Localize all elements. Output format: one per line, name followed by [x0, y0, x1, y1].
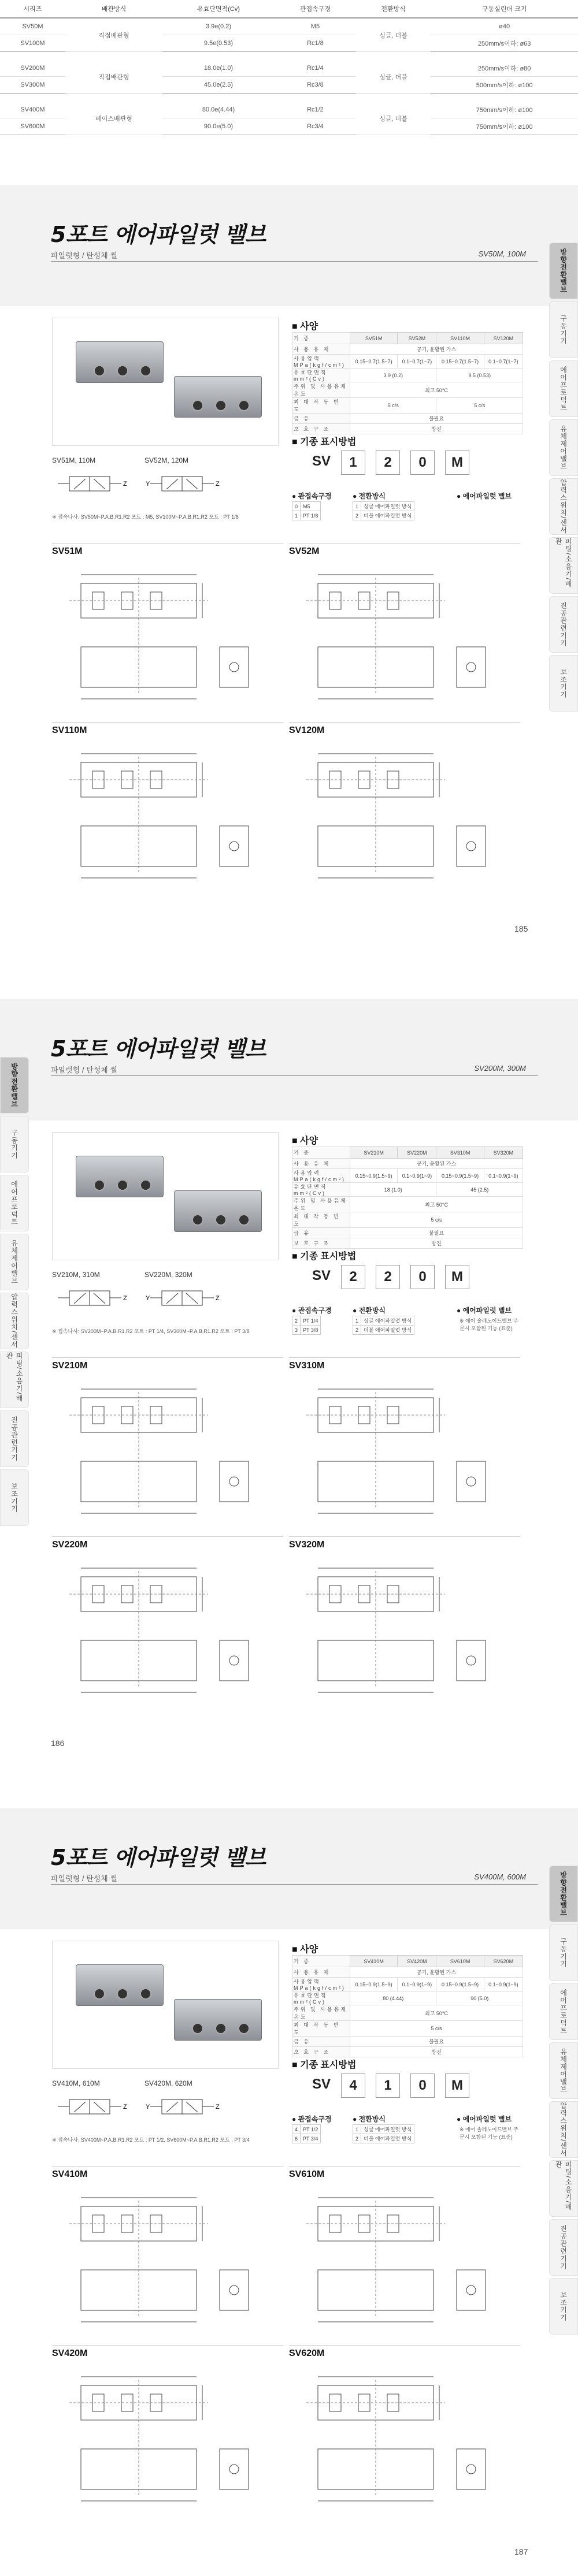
page-subtitle: 파일럿형 / 탄성체 씰: [51, 1874, 117, 1883]
cell: 싱글, 더블: [356, 60, 431, 94]
code-heading: ■ 기종 표시방법: [292, 1252, 357, 1261]
code-digit-box: M: [445, 2074, 469, 2098]
port-hole-image: [238, 400, 250, 411]
catalog-page-2: [0, 999, 578, 1767]
spec-cell: 3.9 (0.2): [350, 368, 436, 382]
switch-desc: 더블 에어파일럿 방식: [361, 2134, 414, 2143]
spec-row-label: 기 종: [292, 1147, 350, 1159]
drawing-model-label: SV610M: [289, 2169, 325, 2179]
valve-body-image: [174, 1999, 262, 2041]
catalog-page-3: [0, 1808, 578, 2576]
conn-heading: ● 관접속구경: [292, 492, 332, 500]
spec-row-label: 사용압력MPa(kgf/cm²): [292, 1978, 350, 1991]
spec-cell: 0.1~0.7(1~7): [398, 355, 436, 368]
cell: SV100M: [0, 35, 65, 52]
port-hole-image: [117, 1179, 128, 1191]
port-hole-image: [94, 365, 105, 377]
cell: 9.5e(0.53): [162, 35, 275, 52]
port-hole-image: [238, 2023, 250, 2034]
code-digit-box: 4: [341, 2074, 365, 2098]
side-tab-3[interactable]: 유체제어밸브: [549, 419, 578, 476]
conn-heading: ● 관접속구경: [292, 2115, 332, 2123]
cell: 750mm/s이하: ø100: [431, 118, 578, 135]
pilot-heading: ● 에어파일럿 밸브: [457, 1306, 512, 1315]
side-tab-2[interactable]: 에어프로덕트: [0, 1175, 29, 1231]
side-tab-2[interactable]: 에어프로덕트: [549, 360, 578, 417]
cell: Rc1/8: [275, 35, 356, 52]
dimension-drawing: [295, 739, 514, 889]
port-hole-image: [94, 1988, 105, 2000]
spec-row-label: 사용압력MPa(kgf/cm²): [292, 355, 350, 368]
port-hole-image: [140, 1179, 151, 1191]
cell: 250mm/s이하: ø63: [431, 35, 578, 52]
spec-row-label: 유효단면적 mm²(Cv): [292, 1183, 350, 1197]
spec-cell: 방진: [350, 1238, 523, 1249]
symbol-label: SV420M, 620M: [144, 2079, 192, 2087]
valve-symbol-diagram: [144, 471, 225, 505]
switch-code: 1: [353, 1316, 361, 1326]
spec-cell: 0.15~0.9(1.5~9): [436, 1169, 484, 1183]
code-digit-box: 0: [410, 451, 435, 475]
cell: SV200M: [0, 60, 65, 77]
valve-symbol-diagram: [52, 1285, 133, 1320]
spec-cell: SV220M: [398, 1147, 436, 1159]
spec-cell: SV410M: [350, 1956, 398, 1967]
cell: 250mm/s이하: ø80: [431, 60, 578, 77]
dimension-drawing: [295, 2183, 514, 2333]
symbol-label: SV210M, 310M: [52, 1271, 100, 1279]
symbol-label: SV52M, 120M: [144, 456, 189, 464]
code-digit-box: 2: [341, 1265, 365, 1289]
spec-row-label: 기 종: [292, 1956, 350, 1967]
page-subtitle: 파일럿형 / 탄성체 씰: [51, 251, 117, 260]
page-title: 5포트 에어파일럿 밸브: [51, 222, 266, 247]
pilot-note: ※ 에어 솔레노이드밸브 주문시 포함된 기능 (표준): [460, 1318, 518, 1331]
code-prefix: SV: [312, 1268, 331, 1283]
spec-row-label: 주위 및 사용유체온도: [292, 1197, 350, 1212]
spec-cell: 최고 50°C: [350, 1197, 523, 1212]
svg-text:Z: Z: [216, 1295, 220, 1302]
spec-row-label: 보 호 구 조: [292, 2047, 350, 2057]
drawing-model-label: SV620M: [289, 2348, 325, 2358]
side-tab-6[interactable]: 진공관련기기: [549, 596, 578, 653]
conn-options-table: [292, 2124, 321, 2143]
code-digit-box: 2: [376, 451, 400, 475]
spec-cell: SV320M: [484, 1147, 523, 1159]
conn-code: 4: [292, 2125, 301, 2134]
side-tab-7[interactable]: 보조기기: [549, 655, 578, 712]
side-tab-5[interactable]: 피팅/소음기/배관: [0, 1352, 29, 1408]
code-digit-box: 0: [410, 1265, 435, 1289]
spec-cell: 5 c/s: [350, 398, 436, 414]
spec-cell: 5 c/s: [350, 2021, 523, 2037]
cell: 18.0e(1.0): [162, 60, 275, 77]
connection-note: ※ 접속나사: SV200M~P.A.B.R1.R2 포트 : PT 1/4, SV300M~P.A.B.R1.R2 포트 : PT 3/8: [52, 1328, 250, 1334]
spec-cell: 공기, 윤활된 가스: [350, 1159, 523, 1169]
side-tab-7[interactable]: 보조기기: [549, 2278, 578, 2335]
cell: SV400M: [0, 102, 65, 118]
page-number: 187: [514, 2547, 528, 2556]
col-conn: 관접속구경: [275, 0, 356, 18]
side-tab-4[interactable]: 압력스위치/센서: [549, 478, 578, 535]
conn-size: PT 1/2: [301, 2125, 321, 2134]
code-prefix: SV: [312, 2076, 331, 2092]
spec-cell: 5 c/s: [436, 398, 523, 414]
pilot-note: ※ 에어 솔레노이드밸브 주문시 포함된 기능 (표준): [460, 2127, 518, 2140]
catalog-page-1: [0, 185, 578, 953]
cell: 3.9e(0.2): [162, 18, 275, 35]
valve-body-image: [76, 341, 164, 383]
svg-text:Z: Z: [216, 2104, 220, 2110]
side-tab-0[interactable]: 방향전환밸브: [0, 1057, 29, 1114]
conn-code: 0: [292, 502, 301, 511]
model-tag: SV50M, 100M: [478, 250, 526, 258]
switch-code: 1: [353, 502, 361, 511]
connection-note: ※ 접속나사: SV50M~P.A.B.R1.R2 포트 : M5, SV100M~P.A.B.R1.R2 포트 : PT 1/8: [52, 514, 239, 520]
cell: Rc1/4: [275, 60, 356, 77]
port-hole-image: [215, 2023, 227, 2034]
side-tab-nav: [549, 1866, 578, 2337]
svg-text:Y: Y: [146, 1295, 150, 1302]
svg-text:Z: Z: [123, 481, 127, 487]
code-prefix: SV: [312, 453, 331, 469]
conn-code: 3: [292, 1326, 301, 1335]
spec-cell: 불필요: [350, 1228, 523, 1238]
valve-body-image: [76, 1156, 164, 1197]
spec-cell: 0.1~0.9(1~9): [398, 1978, 436, 1991]
port-hole-image: [94, 1179, 105, 1191]
cell: SV300M: [0, 77, 65, 94]
spec-cell: 9.5 (0.53): [436, 368, 523, 382]
col-series: 시리즈: [0, 0, 65, 18]
spec-row-label: 급 유: [292, 414, 350, 424]
spec-cell: 0.1~0.9(1~9): [484, 1978, 523, 1991]
col-port: 배관방식: [65, 0, 162, 18]
conn-code: 2: [292, 1316, 301, 1326]
spec-cell: 공기, 윤활된 가스: [350, 1967, 523, 1978]
conn-options-table: [292, 1316, 321, 1335]
code-digit-box: 2: [376, 1265, 400, 1289]
valve-symbol-diagram: [52, 2094, 133, 2128]
cell: 80.0e(4.44): [162, 102, 275, 118]
svg-text:Y: Y: [146, 2104, 150, 2110]
valve-symbol-diagram: [144, 1285, 225, 1320]
dimension-drawing: [295, 1375, 514, 1525]
side-tab-1[interactable]: 구동기기: [549, 301, 578, 358]
side-tab-0[interactable]: 방향전환밸브: [549, 243, 578, 299]
dimension-drawing: [295, 2362, 514, 2512]
spec-cell: 5 c/s: [350, 1212, 523, 1228]
spec-row-label: 사 용 유 체: [292, 1159, 350, 1169]
product-photo: [52, 1132, 279, 1260]
spec-row-label: 최 대 작 동 빈 도: [292, 398, 350, 414]
spec-cell: SV620M: [484, 1956, 523, 1967]
side-tab-5[interactable]: 피팅/소음기/배관: [549, 537, 578, 594]
dimension-drawing: [58, 2183, 277, 2333]
spec-row-label: 주위 및 사용유체온도: [292, 382, 350, 398]
port-hole-image: [140, 1988, 151, 2000]
spec-cell: 0.1~0.9(1~9): [484, 1169, 523, 1183]
spec-cell: 0.1~0.9(1~9): [398, 1169, 436, 1183]
spec-row-label: 사 용 유 체: [292, 1967, 350, 1978]
connection-note: ※ 접속나사: SV400M~P.A.B.R1.R2 포트 : PT 1/2, SV600M~P.A.B.R1.R2 포트 : PT 3/4: [52, 2137, 250, 2143]
valve-symbol-diagram: [52, 471, 133, 505]
pilot-heading: ● 에어파일럿 밸브: [457, 2115, 512, 2123]
valve-body-image: [76, 1964, 164, 2006]
code-heading: ■ 기종 표시방법: [292, 2060, 357, 2070]
spec-row-label: 기 종: [292, 333, 350, 344]
switch-heading: ● 전환방식: [353, 492, 386, 500]
cell: 45.0e(2.5): [162, 77, 275, 94]
code-digit-box: M: [445, 1265, 469, 1289]
port-hole-image: [192, 1214, 203, 1226]
spec-cell: SV110M: [436, 333, 484, 344]
cell: 싱글, 더블: [356, 102, 431, 135]
spec-cell: 0.1~0.7(1~7): [484, 355, 523, 368]
port-hole-image: [117, 1988, 128, 2000]
drawing-model-label: SV410M: [52, 2169, 88, 2179]
spec-cell: SV310M: [436, 1147, 484, 1159]
switch-desc: 더블 에어파일럿 방식: [361, 511, 414, 520]
spec-row-label: 사용압력MPa(kgf/cm²): [292, 1169, 350, 1183]
cell: SV600M: [0, 118, 65, 135]
side-tab-4[interactable]: 압력스위치/센서: [549, 2101, 578, 2158]
spec-row-label: 급 유: [292, 1228, 350, 1238]
spec-cell: 방진: [350, 2047, 523, 2057]
cell: Rc3/8: [275, 77, 356, 94]
drawing-model-label: SV52M: [289, 546, 320, 556]
cell: 90.0e(5.0): [162, 118, 275, 135]
drawing-model-label: SV210M: [52, 1361, 88, 1371]
drawing-model-label: SV220M: [52, 1540, 88, 1550]
cell: ø40: [431, 18, 578, 35]
conn-code: 6: [292, 2134, 301, 2143]
series-summary-table: [0, 0, 578, 135]
spec-cell: 0.15~0.7(1.5~7): [350, 355, 398, 368]
drawing-model-label: SV120M: [289, 725, 325, 735]
spec-row-label: 보 호 구 조: [292, 1238, 350, 1249]
port-hole-image: [140, 365, 151, 377]
spec-cell: 방진: [350, 424, 523, 434]
dimension-drawing: [295, 1554, 514, 1704]
drawing-model-label: SV310M: [289, 1361, 325, 1371]
dimension-drawing: [58, 739, 277, 889]
spec-row-label: 보 호 구 조: [292, 424, 350, 434]
side-tab-nav: [0, 1057, 29, 1528]
spec-cell: 0.15~0.9(1.5~9): [436, 1978, 484, 1991]
spec-row-label: 사 용 유 체: [292, 344, 350, 355]
switch-options-table: [353, 1316, 414, 1335]
side-tab-2[interactable]: 에어프로덕트: [549, 1983, 578, 2040]
cell: 직접배관형: [65, 60, 162, 94]
spec-cell: 최고 50°C: [350, 2005, 523, 2021]
dimension-drawing: [58, 560, 277, 710]
spec-cell: SV51M: [350, 333, 398, 344]
dimension-drawing: [58, 2362, 277, 2512]
port-hole-image: [215, 400, 227, 411]
spec-row-label: 유효단면적 mm²(Cv): [292, 1991, 350, 2005]
code-digit-box: 1: [376, 2074, 400, 2098]
spec-cell: 45 (2.5): [436, 1183, 523, 1197]
spec-table: [292, 332, 523, 434]
switch-code: 2: [353, 511, 361, 520]
switch-options-table: [353, 2124, 414, 2143]
spec-cell: 공기, 윤활된 가스: [350, 344, 523, 355]
cell: 750mm/s이하: ø100: [431, 102, 578, 118]
spec-row-label: 급 유: [292, 2037, 350, 2047]
dimension-drawing: [58, 1554, 277, 1704]
switch-code: 1: [353, 2125, 361, 2134]
cell: Rc3/4: [275, 118, 356, 135]
port-hole-image: [238, 1214, 250, 1226]
valve-symbol-diagram: [144, 2094, 225, 2128]
spec-cell: 불필요: [350, 414, 523, 424]
code-heading: ■ 기종 표시방법: [292, 437, 357, 447]
port-hole-image: [192, 2023, 203, 2034]
side-tab-6[interactable]: 진공관련기기: [0, 1410, 29, 1467]
conn-size: PT 3/4: [301, 2134, 321, 2143]
product-photo: [52, 1941, 279, 2069]
switch-desc: 싱글 에어파일럿 방식: [361, 1316, 414, 1326]
model-tag: SV200M, 300M: [474, 1064, 526, 1073]
side-tab-3[interactable]: 유체제어밸브: [0, 1234, 29, 1290]
valve-body-image: [174, 1190, 262, 1232]
drawing-model-label: SV320M: [289, 1540, 325, 1550]
spec-cell: 80 (4.44): [350, 1991, 436, 2005]
cell: 베이스배관형: [65, 102, 162, 135]
switch-code: 2: [353, 1326, 361, 1335]
title-divider: [51, 261, 538, 262]
page-subtitle: 파일럿형 / 탄성체 씰: [51, 1066, 117, 1074]
page-title: 5포트 에어파일럿 밸브: [51, 1845, 266, 1870]
svg-text:Y: Y: [146, 481, 150, 487]
symbol-label: SV410M, 610M: [52, 2079, 100, 2087]
spec-heading: ■ 사양: [292, 1945, 318, 1955]
conn-size: PT 1/8: [301, 511, 321, 520]
svg-text:Z: Z: [216, 481, 220, 487]
drawing-model-label: SV110M: [52, 725, 87, 735]
valve-body-image: [174, 376, 262, 418]
spec-cell: SV610M: [436, 1956, 484, 1967]
switch-code: 2: [353, 2134, 361, 2143]
spec-cell: SV210M: [350, 1147, 398, 1159]
symbol-label: SV220M, 320M: [144, 1271, 192, 1279]
port-hole-image: [192, 400, 203, 411]
switch-options-table: [353, 501, 414, 520]
product-photo: [52, 318, 279, 446]
side-tab-nav: [549, 243, 578, 714]
col-size: 구동실린더 크기: [431, 0, 578, 18]
cell: 500mm/s이하: ø100: [431, 77, 578, 94]
spec-cell: 0.15~0.9(1.5~9): [350, 1169, 398, 1183]
svg-text:Z: Z: [123, 2104, 127, 2110]
spec-row-label: 유효단면적 mm²(Cv): [292, 368, 350, 382]
switch-desc: 싱글 에어파일럿 방식: [361, 502, 414, 511]
page-number: 186: [51, 1739, 65, 1748]
page-number: 185: [514, 924, 528, 933]
title-divider: [51, 1884, 538, 1885]
side-tab-4[interactable]: 압력스위치/센서: [0, 1293, 29, 1349]
side-tab-7[interactable]: 보조기기: [0, 1469, 29, 1526]
cell: 싱글, 더블: [356, 18, 431, 52]
conn-size: PT 1/4: [301, 1316, 321, 1326]
page-title: 5포트 에어파일럿 밸브: [51, 1036, 266, 1062]
spec-cell: 불필요: [350, 2037, 523, 2047]
code-digit-box: 0: [410, 2074, 435, 2098]
cell: Rc1/2: [275, 102, 356, 118]
symbol-label: SV51M, 110M: [52, 456, 96, 464]
switch-heading: ● 전환방식: [353, 1306, 386, 1315]
drawing-model-label: SV51M: [52, 546, 83, 556]
conn-heading: ● 관접속구경: [292, 1306, 332, 1315]
spec-row-label: 최 대 작 동 빈 도: [292, 1212, 350, 1228]
conn-size: M5: [301, 502, 321, 511]
code-digit-box: M: [445, 451, 469, 475]
spec-cell: 90 (5.0): [436, 1991, 523, 2005]
port-hole-image: [215, 1214, 227, 1226]
cell: 직접배관형: [65, 18, 162, 52]
spec-row-label: 최 대 작 동 빈 도: [292, 2021, 350, 2037]
dimension-drawing: [295, 560, 514, 710]
spec-cell: 0.15~0.9(1.5~9): [350, 1978, 398, 1991]
model-tag: SV400M, 600M: [474, 1873, 526, 1881]
spec-row-label: 주위 및 사용유체온도: [292, 2005, 350, 2021]
side-tab-0[interactable]: 방향전환밸브: [549, 1866, 578, 1922]
spec-cell: 18 (1.0): [350, 1183, 436, 1197]
side-tab-1[interactable]: 구동기기: [549, 1924, 578, 1981]
side-tab-6[interactable]: 진공관련기기: [549, 2219, 578, 2276]
cell: SV50M: [0, 18, 65, 35]
conn-code: 1: [292, 511, 301, 520]
conn-size: PT 3/8: [301, 1326, 321, 1335]
side-tab-1[interactable]: 구동기기: [0, 1116, 29, 1172]
svg-text:Z: Z: [123, 1295, 127, 1302]
drawing-model-label: SV420M: [52, 2348, 88, 2358]
spec-heading: ■ 사양: [292, 322, 318, 332]
spec-cell: 최고 50°C: [350, 382, 523, 398]
spec-table: [292, 1955, 523, 2057]
spec-cell: SV120M: [484, 333, 523, 344]
switch-desc: 싱글 에어파일럿 방식: [361, 2125, 414, 2134]
spec-cell: SV52M: [398, 333, 436, 344]
cell: M5: [275, 18, 356, 35]
switch-heading: ● 전환방식: [353, 2115, 386, 2123]
side-tab-3[interactable]: 유체제어밸브: [549, 2042, 578, 2099]
title-divider: [51, 1075, 538, 1076]
spec-heading: ■ 사양: [292, 1136, 318, 1146]
side-tab-5[interactable]: 피팅/소음기/배관: [549, 2160, 578, 2217]
conn-options-table: [292, 501, 321, 520]
col-cv: 유효단면적(Cv): [162, 0, 275, 18]
spec-cell: SV420M: [398, 1956, 436, 1967]
spec-table: [292, 1146, 523, 1249]
pilot-heading: ● 에어파일럿 밸브: [457, 492, 512, 500]
code-digit-box: 1: [341, 451, 365, 475]
dimension-drawing: [58, 1375, 277, 1525]
switch-desc: 더블 에어파일럿 방식: [361, 1326, 414, 1335]
spec-cell: 0.15~0.7(1.5~7): [436, 355, 484, 368]
col-switch: 전환방식: [356, 0, 431, 18]
port-hole-image: [117, 365, 128, 377]
